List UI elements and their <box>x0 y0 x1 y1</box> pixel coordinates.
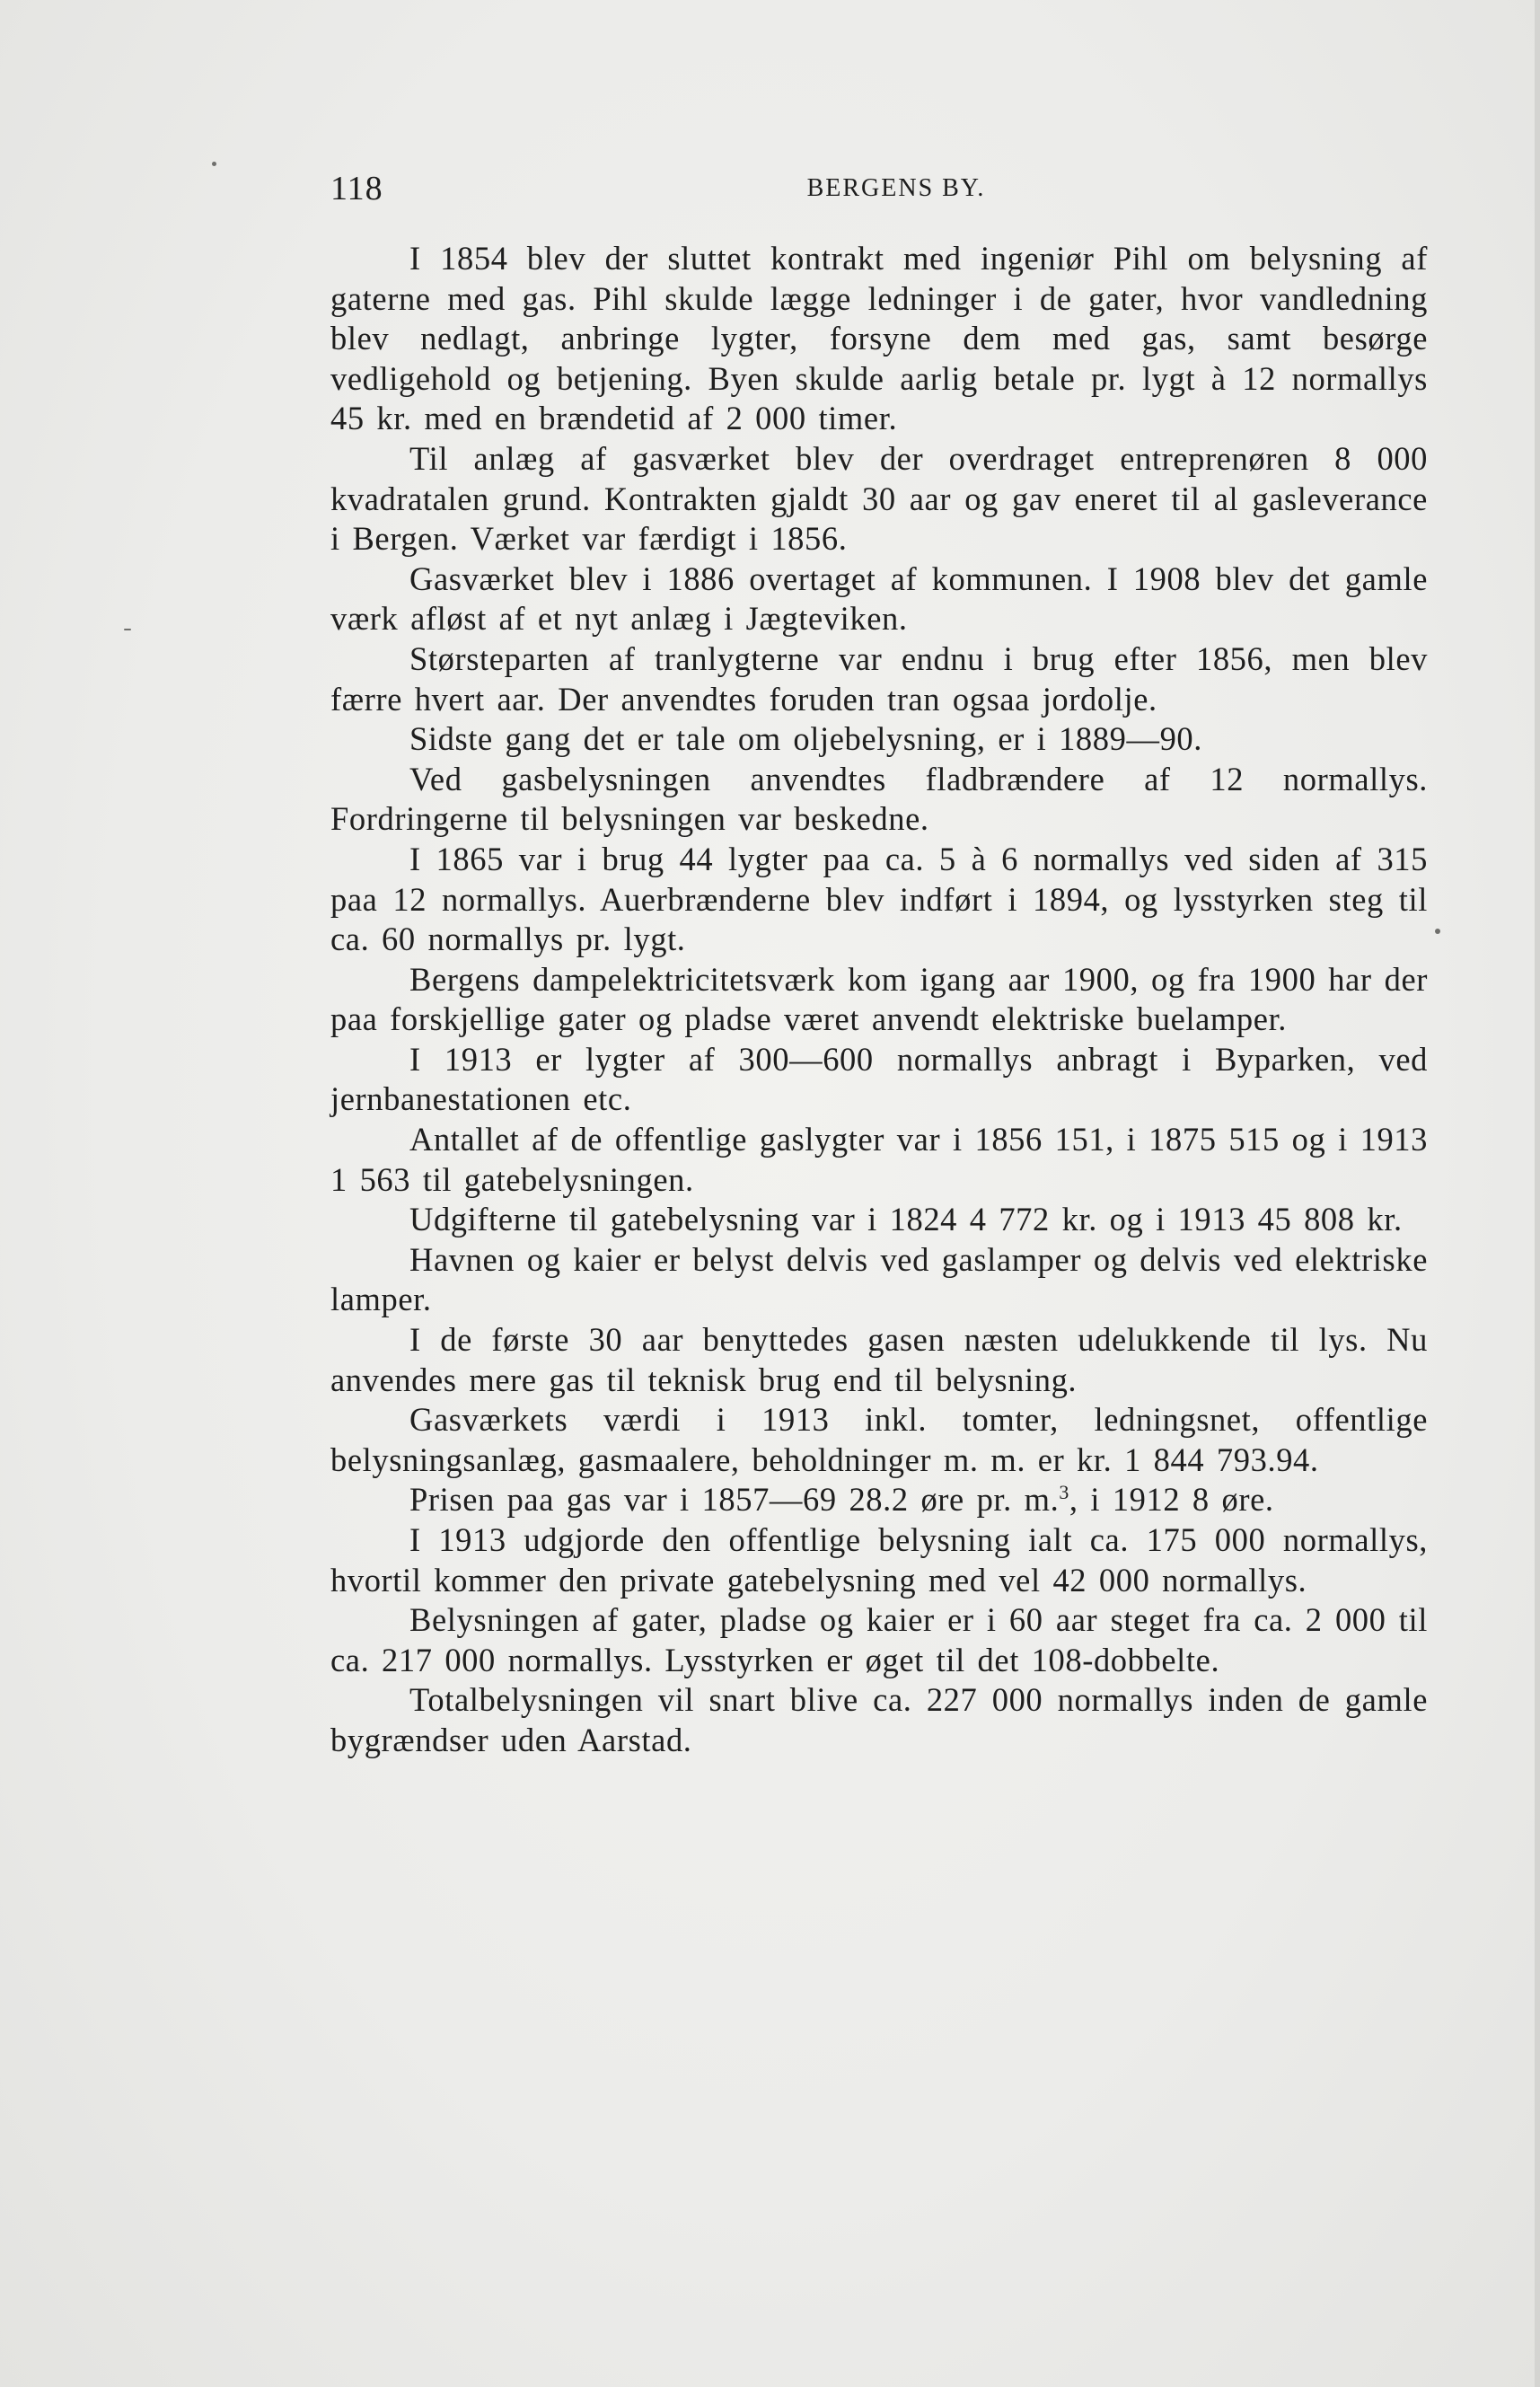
paragraph: Totalbelysningen vil snart blive ca. 227 000 normallys inden de gamle bygrændser uden Aarstad. <box>330 1681 1428 1758</box>
paragraph: Til anlæg af gasværket blev der overdraget entreprenøren 8 000 kvadratalen grund. Kontrakten gjaldt 30 aar og gav eneret til al gasleverance i Bergen. Værket var færdigt i 1856. <box>330 439 1428 558</box>
paragraph: Gasværket blev i 1886 overtaget af kommunen. I 1908 blev det gamle værk afløst af et nyt anlæg i Jægteviken. <box>330 559 1428 638</box>
page-number: 118 <box>330 170 383 207</box>
paragraph: Sidste gang det er tale om oljebelysning, er i 1889—90. <box>409 720 1202 758</box>
page-edge <box>1535 0 1540 2387</box>
paragraph: Bergens dampelektricitetsværk kom igang aar 1900, og fra 1900 har der paa forskjellige gater og pladse været anvendt elektriske buelamper. <box>330 960 1428 1038</box>
page-header <box>330 169 1426 214</box>
cubic-superscript: 3 <box>1059 1481 1069 1504</box>
paragraph-gas-price <box>330 1480 1428 1520</box>
gas-price-text: Prisen paa gas var i 1857—69 28.2 øre pr. m. <box>409 1481 1060 1519</box>
paragraph: I 1854 blev der sluttet kontrakt med ingeniør Pihl om belysning af gaterne med gas. Pihl skulde lægge ledninger i de gater, hvor vandledning blev nedlagt, anbringe lygter, forsyne dem med gas, samt besørge vedligehold og betjening. Byen skulde aarlig betale pr. lygt à 12 normallys 45 kr. med en brændetid af 2 000 timer. <box>330 240 1428 437</box>
paragraph: Gasværkets værdi i 1913 inkl. tomter, ledningsnet, offentlige belysningsanlæg, gasmaalere, beholdninger m. m. er kr. 1 844 793.94. <box>330 1401 1428 1478</box>
paragraph: Antallet af de offentlige gaslygter var i 1856 151, i 1875 515 og i 1913 1 563 til gatebelysningen. <box>330 1121 1428 1198</box>
running-head: BERGENS BY. <box>806 174 986 202</box>
body-text <box>330 239 1428 1761</box>
print-speck <box>1435 929 1440 934</box>
paragraph: I 1913 udgjorde den offentlige belysning ialt ca. 175 000 normallys, hvortil kommer den private gatebelysning med vel 42 000 normallys. <box>330 1521 1428 1599</box>
print-speck <box>124 629 131 630</box>
paragraph: Havnen og kaier er belyst delvis ved gaslamper og delvis ved elektriske lamper. <box>330 1240 1428 1318</box>
paragraph: Udgifterne til gatebelysning var i 1824 4 772 kr. og i 1913 45 808 kr. <box>409 1201 1403 1238</box>
paragraph: I de første 30 aar benyttedes gasen næsten udelukkende til lys. Nu anvendes mere gas til teknisk brug end til belysning. <box>330 1321 1428 1398</box>
paragraph: Størsteparten af tranlygterne var endnu i brug efter 1856, men blev færre hvert aar. Der anvendtes foruden tran ogsaa jordolje. <box>330 639 1428 718</box>
paragraph: Ved gasbelysningen anvendtes fladbrændere af 12 normallys. Fordringerne til belysningen var beskedne. <box>330 760 1428 838</box>
paragraph: Belysningen af gater, pladse og kaier er i 60 aar steget fra ca. 2 000 til ca. 217 000 normallys. Lysstyrken er øget til det 108-dobbelte. <box>330 1601 1428 1678</box>
print-speck <box>212 162 216 166</box>
paragraph: I 1913 er lygter af 300—600 normallys anbragt i Byparken, ved jernbanestationen etc. <box>330 1040 1428 1118</box>
gas-price-text-end: , i 1912 8 øre. <box>1069 1481 1274 1519</box>
paragraph: I 1865 var i brug 44 lygter paa ca. 5 à 6 normallys ved siden af 315 paa 12 normallys. Auerbrænderne blev indført i 1894, og lysstyrken steg til ca. 60 normallys pr. lygt. <box>330 840 1428 958</box>
